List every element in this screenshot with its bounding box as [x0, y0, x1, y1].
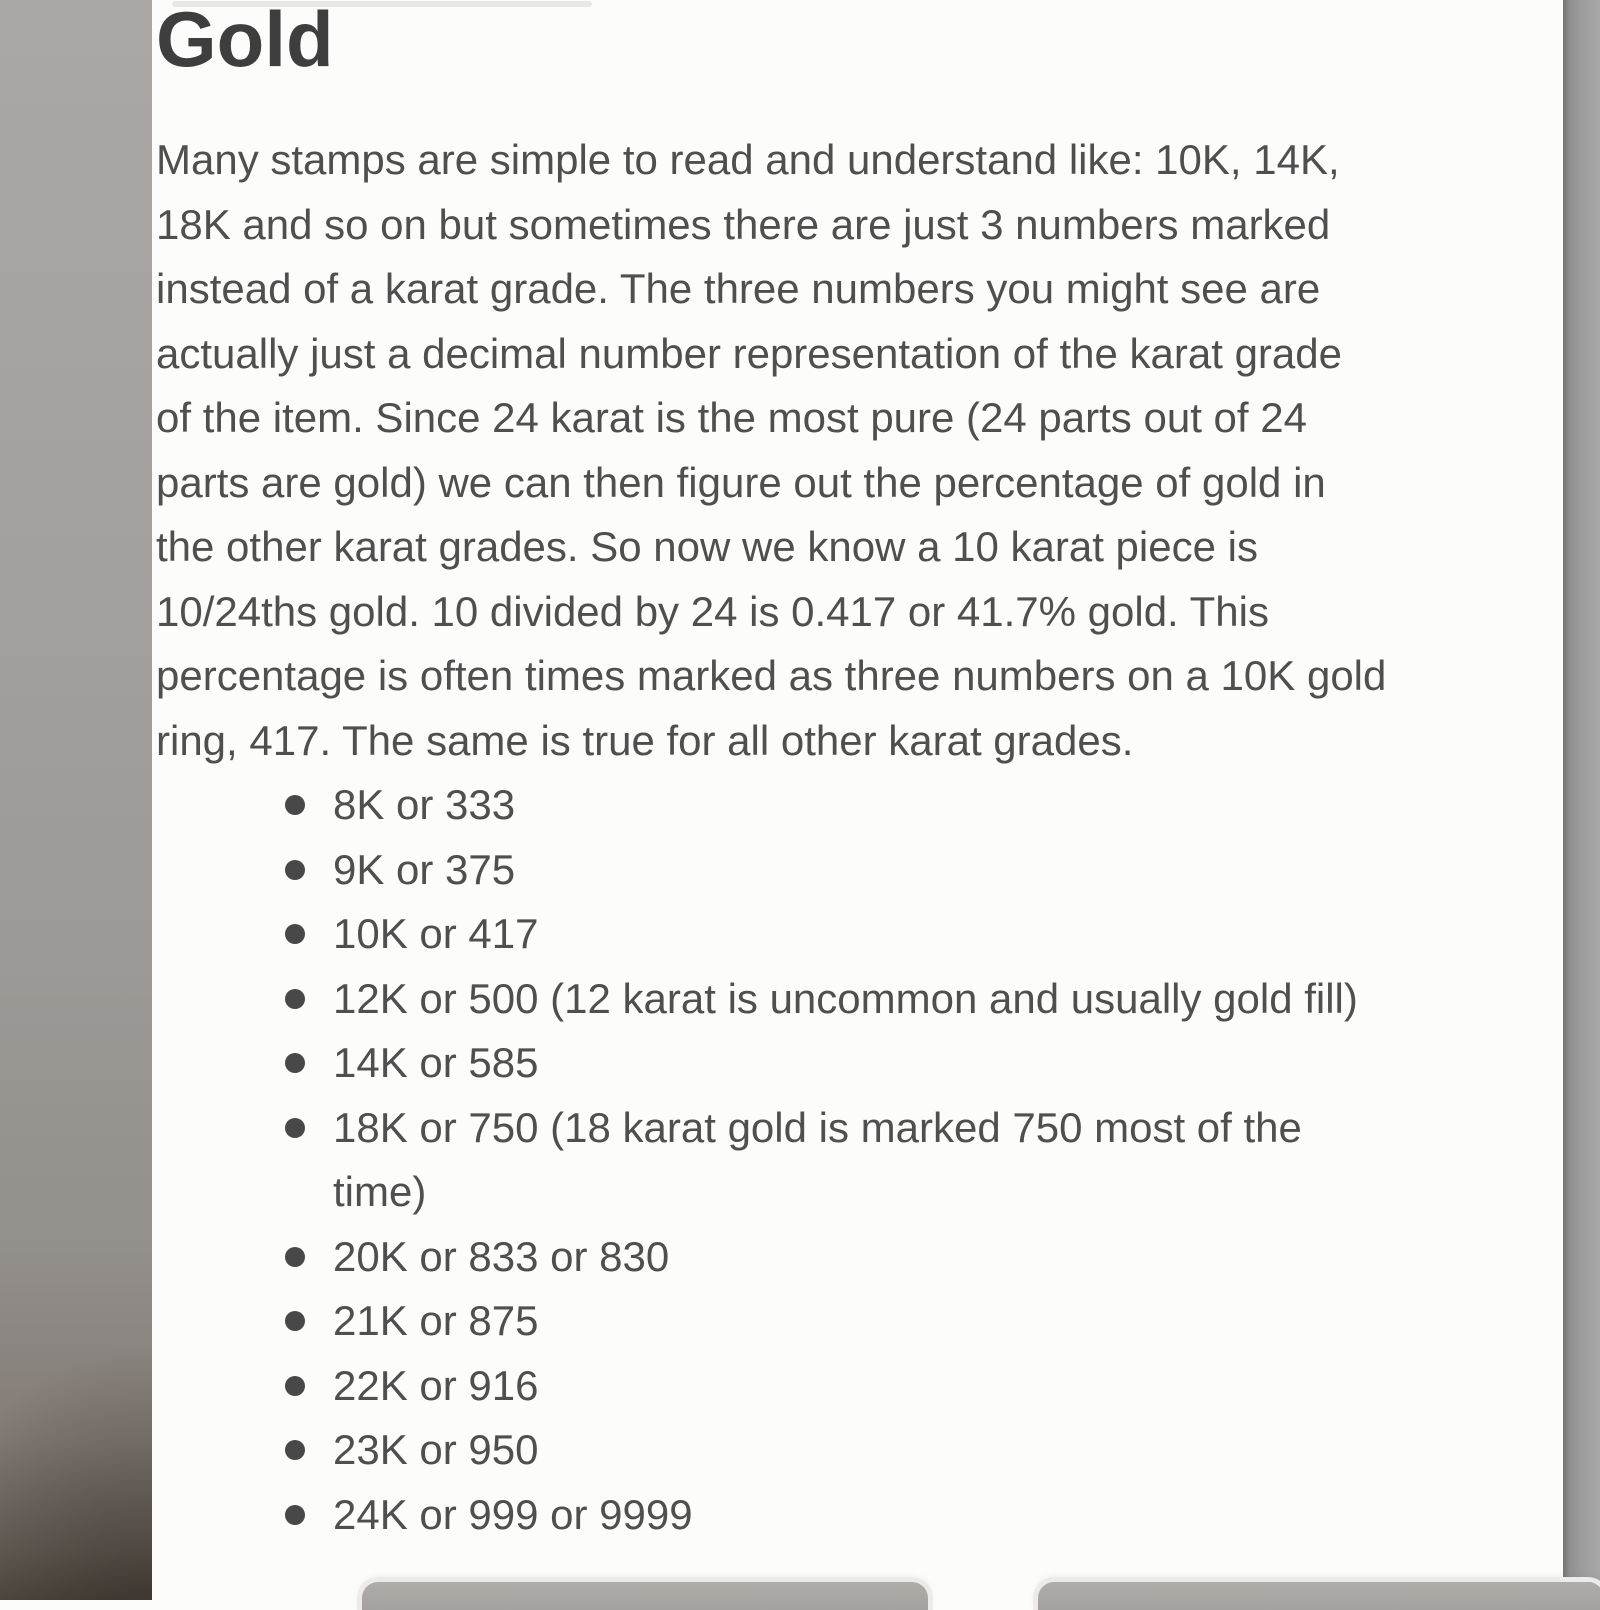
bottom-right-button[interactable]	[1038, 1582, 1600, 1610]
list-item-label: time)	[333, 1168, 427, 1215]
bullet-icon	[285, 860, 305, 880]
page-title: Gold	[156, 0, 334, 83]
left-margin-shadow	[0, 0, 152, 1600]
bullet-icon	[285, 1311, 305, 1331]
bullet-icon	[285, 1247, 305, 1267]
list-item	[152, 1096, 1552, 1161]
bottom-left-button[interactable]	[362, 1582, 928, 1610]
intro-line: 10/24ths gold. 10 divided by 24 is 0.417 or 41.7% gold. This	[156, 587, 1269, 635]
list-item	[152, 967, 1552, 1032]
list-item-label: 14K or 585	[333, 1039, 539, 1086]
intro-line: 18K and so on but sometimes there are just 3 numbers marked	[156, 200, 1331, 248]
list-item-label: 21K or 875	[333, 1297, 539, 1344]
intro-line: percentage is often times marked as three numbers on a 10K gold	[156, 652, 1387, 699]
list-item	[152, 838, 1552, 903]
list-item-label: 12K or 500 (12 karat is uncommon and usually gold fill)	[333, 974, 1358, 1022]
list-item-label: 8K or 333	[333, 781, 516, 828]
bullet-icon	[285, 1118, 305, 1138]
list-item	[152, 1225, 1552, 1290]
right-margin-bar	[1560, 0, 1600, 1600]
bullet-icon	[285, 1053, 305, 1073]
list-item	[152, 1483, 1552, 1548]
list-item-label: 24K or 999 or 9999	[333, 1490, 693, 1538]
intro-paragraph	[156, 128, 1556, 773]
intro-line: of the item. Since 24 karat is the most pure (24 parts out of 24	[156, 394, 1307, 441]
karat-list	[152, 773, 1552, 1547]
intro-line: ring, 417. The same is true for all other karat grades.	[156, 716, 1134, 764]
list-item-label: 10K or 417	[333, 910, 539, 957]
list-item	[152, 1354, 1552, 1419]
bullet-icon	[285, 1376, 305, 1396]
list-item	[152, 773, 1552, 838]
list-item-label: 20K or 833 or 830	[333, 1232, 670, 1280]
intro-line: the other karat grades. So now we know a 10 karat piece is	[156, 523, 1258, 570]
list-item-continuation	[152, 1160, 1552, 1225]
list-item-label: 9K or 375	[333, 845, 516, 893]
bullet-icon	[285, 989, 305, 1009]
list-item	[152, 1289, 1552, 1354]
intro-line: parts are gold) we can then figure out the percentage of gold in	[156, 458, 1326, 506]
intro-line: actually just a decimal number representation of the karat grade	[156, 329, 1342, 377]
list-item	[152, 902, 1552, 967]
list-item	[152, 1418, 1552, 1483]
list-item-label: 18K or 750 (18 karat gold is marked 750 most of the	[333, 1103, 1302, 1151]
bullet-icon	[285, 924, 305, 944]
list-item	[152, 1031, 1552, 1096]
intro-line: instead of a karat grade. The three numbers you might see are	[156, 265, 1321, 312]
article-panel	[152, 0, 1563, 1600]
list-item-label: 22K or 916	[333, 1361, 539, 1409]
list-item-label: 23K or 950	[333, 1426, 539, 1473]
intro-line: Many stamps are simple to read and understand like: 10K, 14K,	[156, 136, 1340, 183]
bullet-icon	[285, 795, 305, 815]
bullet-icon	[285, 1505, 305, 1525]
bullet-icon	[285, 1440, 305, 1460]
